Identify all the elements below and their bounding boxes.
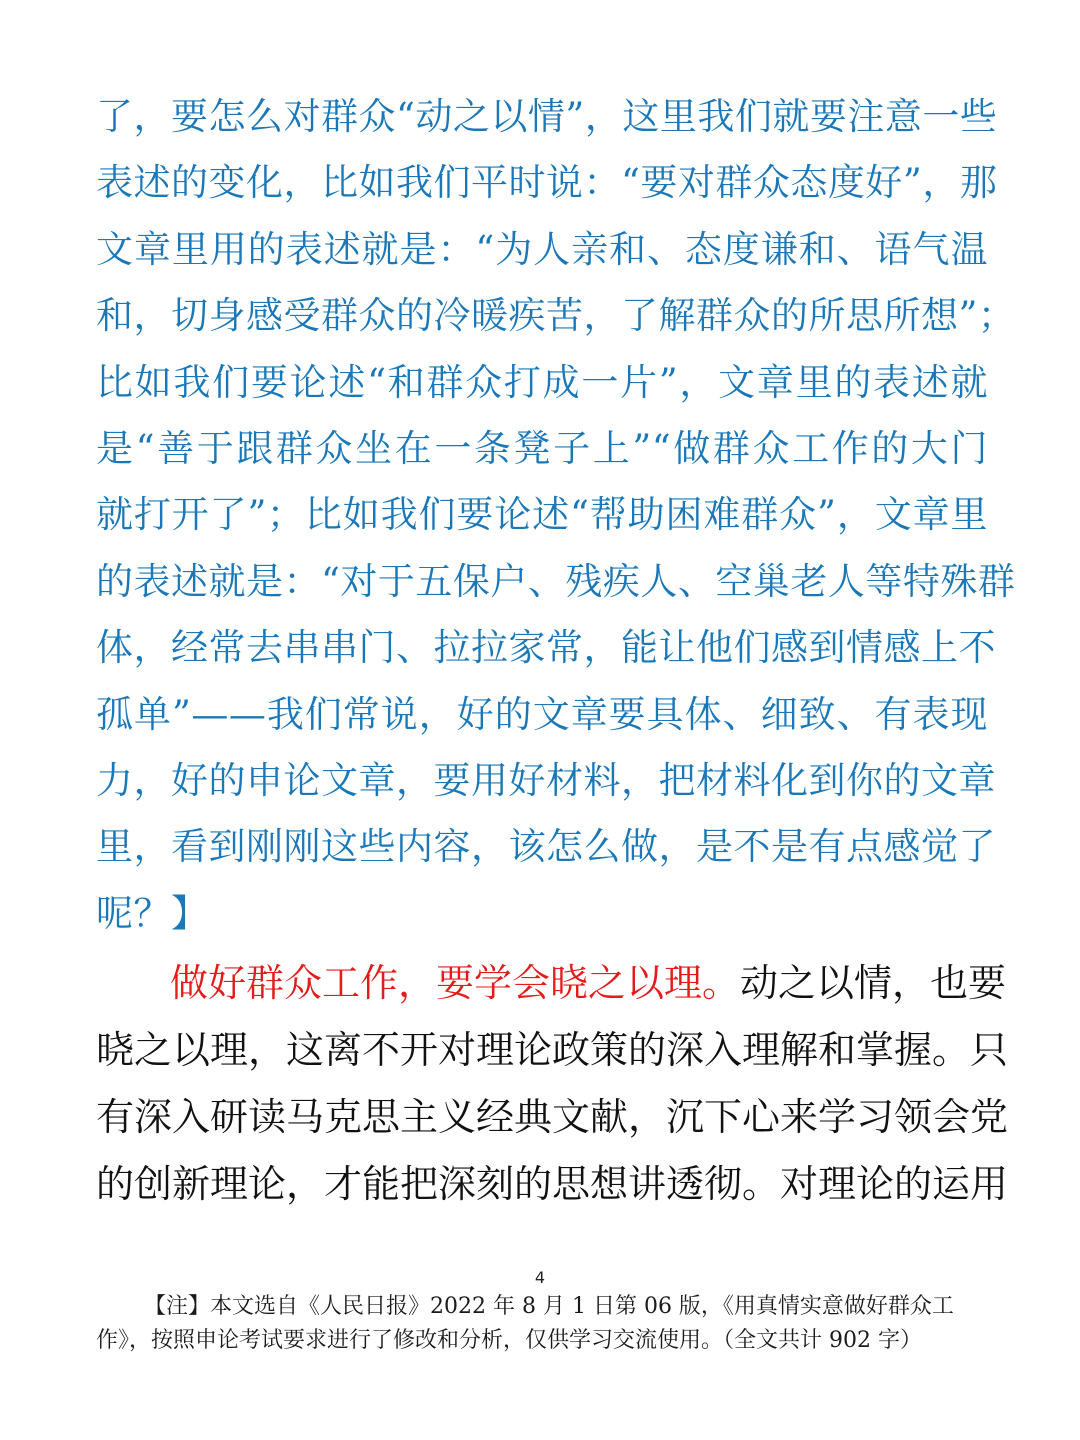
paragraph-line: 的创新理论，才能把深刻的思想讲透彻。对理论的运用: [96, 1162, 1009, 1206]
commentary-line: 的表述就是：“对于五保户、残疾人、空巢老人等特殊群: [96, 559, 1016, 603]
key-sentence-highlight: 做好群众工作，要学会晓之以理。: [170, 961, 741, 1005]
analysis-commentary: [96, 84, 1016, 947]
commentary-line: 了，要怎么对群众“动之以情”，这里我们就要注意一些: [96, 95, 998, 138]
body-paragraph: [96, 950, 1009, 1218]
paragraph-text: 动之以情，也要: [740, 961, 1007, 1005]
paragraph-line: 晓之以理，这离不开对理论政策的深入理解和掌握。只: [96, 1028, 1009, 1072]
footnote-line: 作》，按照申论考试要求进行了修改和分析，仅供学习交流使用。（全文共计 902 字）: [96, 1328, 922, 1353]
commentary-line: 里，看到刚刚这些内容，该怎么做，是不是有点感觉了: [96, 825, 996, 869]
commentary-line: 呢？】: [96, 891, 209, 935]
commentary-line: 比如我们要论述“和群众打成一片”，文章里的表述就: [96, 360, 988, 404]
commentary-line: 力，好的申论文章，要用好材料，把材料化到你的文章: [96, 758, 996, 802]
commentary-line: 体，经常去串串门、拉拉家常，能让他们感到情感上不: [96, 626, 996, 670]
commentary-line: 文章里用的表述就是：“为人亲和、态度谦和、语气温: [96, 227, 988, 271]
paragraph-line: 有深入研读马克思主义经典文献，沉下心来学习领会党: [96, 1095, 1009, 1139]
commentary-line: 孤单”——我们常说，好的文章要具体、细致、有表现: [96, 692, 988, 736]
footnote: [96, 1290, 988, 1358]
paragraph-first-line: [96, 950, 1007, 1017]
commentary-line: 是“善于跟群众坐在一条凳子上”“做群众工作的大门: [96, 426, 988, 470]
page-number: 4: [534, 1268, 546, 1287]
footnote-line: 【注】本文选自《人民日报》2022 年 8 月 1 日第 06 版，《用真情实意做好群众工: [144, 1294, 954, 1319]
commentary-line: 就打开了”；比如我们要论述“帮助困难群众”，文章里: [96, 493, 988, 537]
commentary-line: 和，切身感受群众的冷暖疾苦，了解群众的所思所想”；: [96, 294, 1016, 338]
commentary-line: 表述的变化，比如我们平时说：“要对群众态度好”，那: [96, 161, 998, 205]
